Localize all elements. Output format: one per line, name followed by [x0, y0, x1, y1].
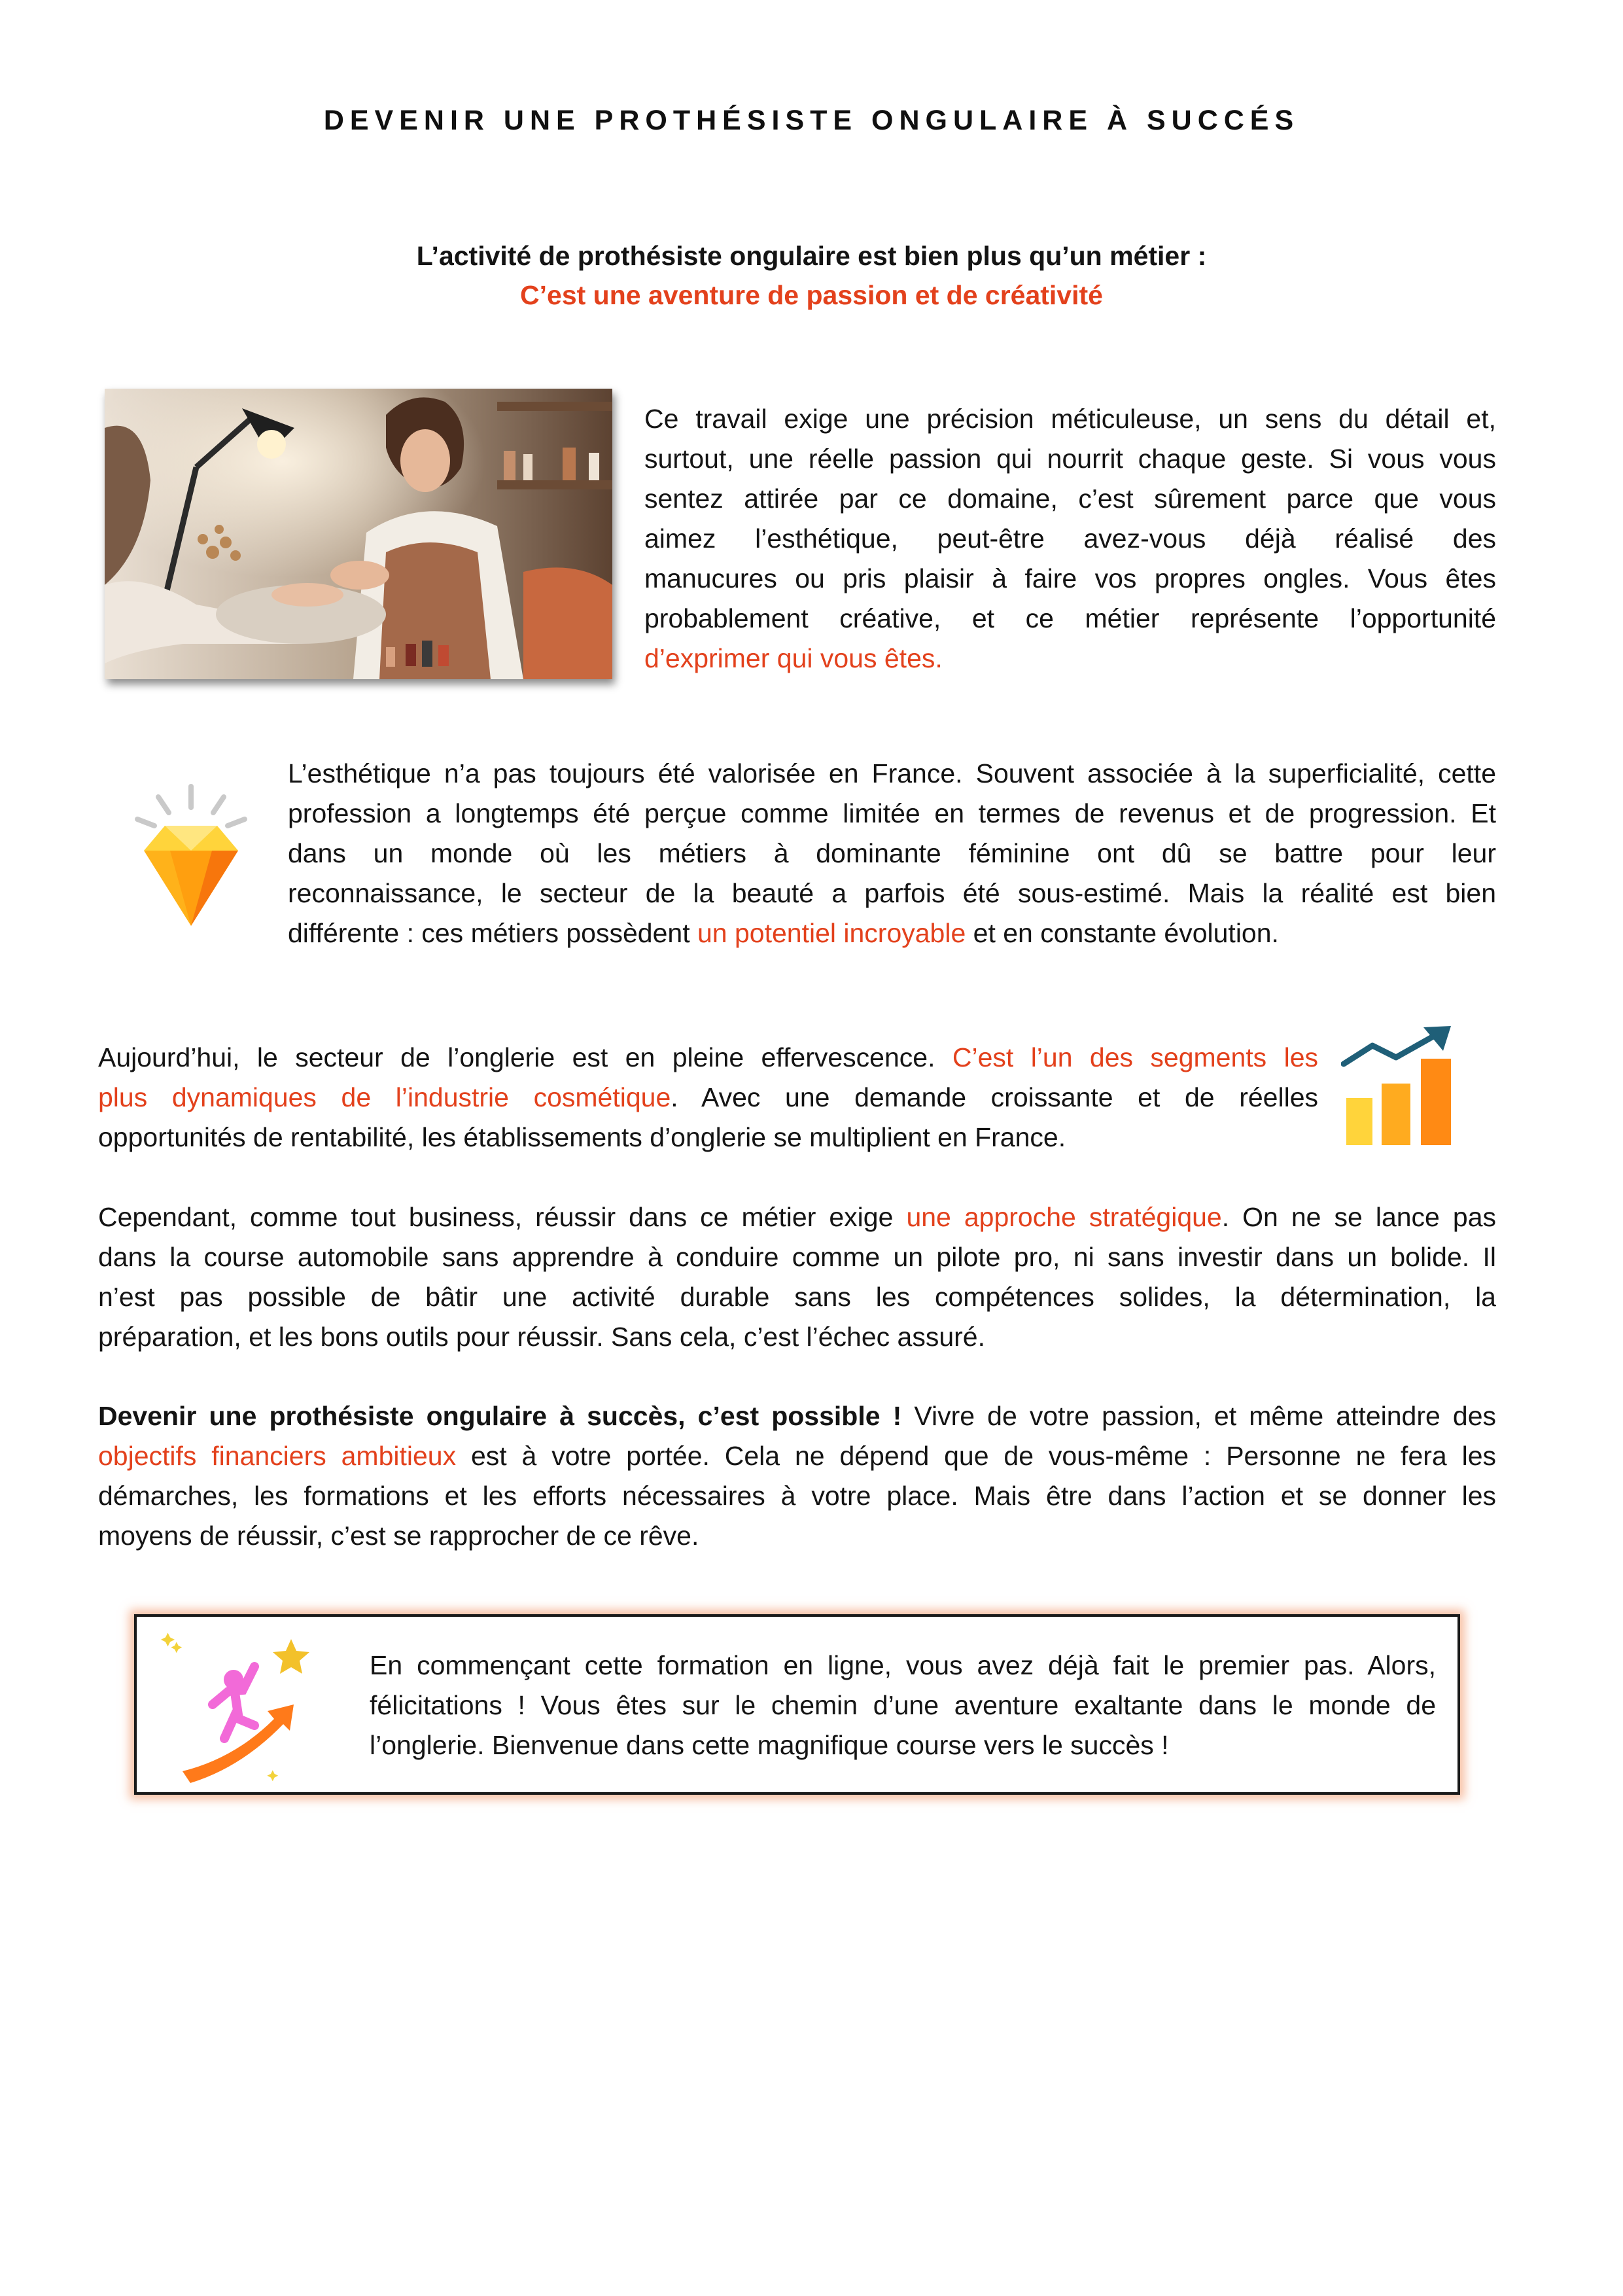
manicure-photo-illustration: [105, 389, 612, 679]
growth-chart-icon: [1341, 1021, 1459, 1148]
section-1-line: probablement créative, et ce métier représente l’opportunité: [644, 603, 1496, 633]
section-3-highlight: plus dynamiques de l’industrie cosmétique: [98, 1082, 671, 1112]
section-5-line: démarches, les formations et les efforts nécessaires à votre place. Mais être dans l’action et se donner les: [98, 1481, 1496, 1511]
section-4-text: Cependant, comme tout business, réussir dans ce métier exige: [98, 1202, 907, 1232]
callout-line: l’onglerie. Bienvenue dans cette magnifique course vers le succès !: [370, 1730, 1169, 1760]
section-4-line: préparation, et les bons outils pour réussir. Sans cela, c’est l’échec assuré.: [98, 1322, 985, 1352]
section-5-paragraph: [98, 1396, 1496, 1556]
section-2-line: L’esthétique n’a pas toujours été valorisée en France. Souvent associée à la superficialité, cette: [288, 758, 1496, 788]
section-2-line: dans un monde où les métiers à dominante féminine ont dû se battre pour leur: [288, 838, 1496, 868]
section-1-highlight: d’exprimer qui vous êtes.: [644, 643, 943, 673]
section-4-line: dans la course automobile sans apprendre à conduire comme un pilote pro, ni sans investir dans un bolide. Il: [98, 1242, 1496, 1272]
section-1-line: Ce travail exige une précision méticuleuse, un sens du détail et,: [644, 404, 1496, 434]
page-title: DEVENIR UNE PROTHÉSISTE ONGULAIRE À SUCCÉS: [323, 105, 1300, 136]
success-climb-icon: [156, 1627, 313, 1784]
section-1-line: surtout, une réelle passion qui nourrit chaque geste. Si vous vous: [644, 444, 1496, 474]
section-3-text: Aujourd’hui, le secteur de l’onglerie est en pleine effervescence.: [98, 1042, 952, 1072]
section-4-line: n’est pas possible de bâtir une activité durable sans les compétences solides, la détermination, la: [98, 1282, 1496, 1312]
section-5-highlight: objectifs financiers ambitieux: [98, 1441, 457, 1471]
section-1-line: aimez l’esthétique, peut-être avez-vous déjà réalisé des: [644, 523, 1496, 554]
section-2-line: profession a longtemps été perçue comme limitée en termes de revenus et de progression. Et: [288, 798, 1496, 828]
intro-line: L’activité de prothésiste ongulaire est bien plus qu’un métier :: [416, 241, 1207, 271]
section-3-line: opportunités de rentabilité, les établissements d’onglerie se multiplient en France.: [98, 1122, 1066, 1152]
section-1-line: sentez attirée par ce domaine, c’est sûrement parce que vous: [644, 484, 1496, 514]
section-3-text: . Avec une demande croissante et de réelles: [671, 1082, 1319, 1112]
section-3-highlight: C’est l’un des segments les: [952, 1042, 1318, 1072]
intro-highlight: C’est une aventure de passion et de créativité: [520, 280, 1103, 310]
section-4-paragraph: [98, 1197, 1496, 1357]
section-5-text: est à votre portée. Cela ne dépend que de vous-même : Personne ne fera les: [456, 1441, 1496, 1471]
section-2-line: reconnaissance, le secteur de la beauté a parfois été sous-estimé. Mais la réalité est bien: [288, 878, 1496, 908]
callout-text: [370, 1646, 1436, 1765]
callout-line: félicitations ! Vous êtes sur le chemin d’une aventure exaltante dans le monde de: [370, 1690, 1436, 1720]
section-5-line: [98, 1436, 1496, 1476]
section-2-last-line: [288, 913, 1496, 953]
section-3-line: [98, 1078, 1318, 1118]
section-5-line: moyens de réussir, c’est se rapprocher de ce rêve.: [98, 1521, 699, 1551]
callout-line: En commençant cette formation en ligne, vous avez déjà fait le premier pas. Alors,: [370, 1650, 1436, 1680]
section-2-highlight: un potentiel incroyable: [697, 918, 966, 948]
section-2-text: et en constante évolution.: [966, 918, 1279, 948]
section-3-line: [98, 1038, 1318, 1078]
section-5-bold: Devenir une prothésiste ongulaire à succès, c’est possible !: [98, 1401, 902, 1431]
section-2-text: différente : ces métiers possèdent: [288, 918, 697, 948]
callout-box: [134, 1614, 1460, 1795]
section-4-line: [98, 1197, 1496, 1237]
section-4-text: . On ne se lance pas: [1221, 1202, 1496, 1232]
section-5-text: Vivre de votre passion, et même atteindre des: [901, 1401, 1496, 1431]
section-2-paragraph: [288, 754, 1496, 953]
diamond-icon: [118, 779, 265, 936]
manicure-photo: [105, 389, 612, 679]
section-1-paragraph: [644, 399, 1496, 679]
section-3-paragraph: [98, 1038, 1318, 1157]
section-4-highlight: une approche stratégique: [906, 1202, 1222, 1232]
section-1-line: manucures ou pris plaisir à faire vos propres ongles. Vous êtes: [644, 563, 1496, 593]
section-5-line: [98, 1396, 1496, 1436]
